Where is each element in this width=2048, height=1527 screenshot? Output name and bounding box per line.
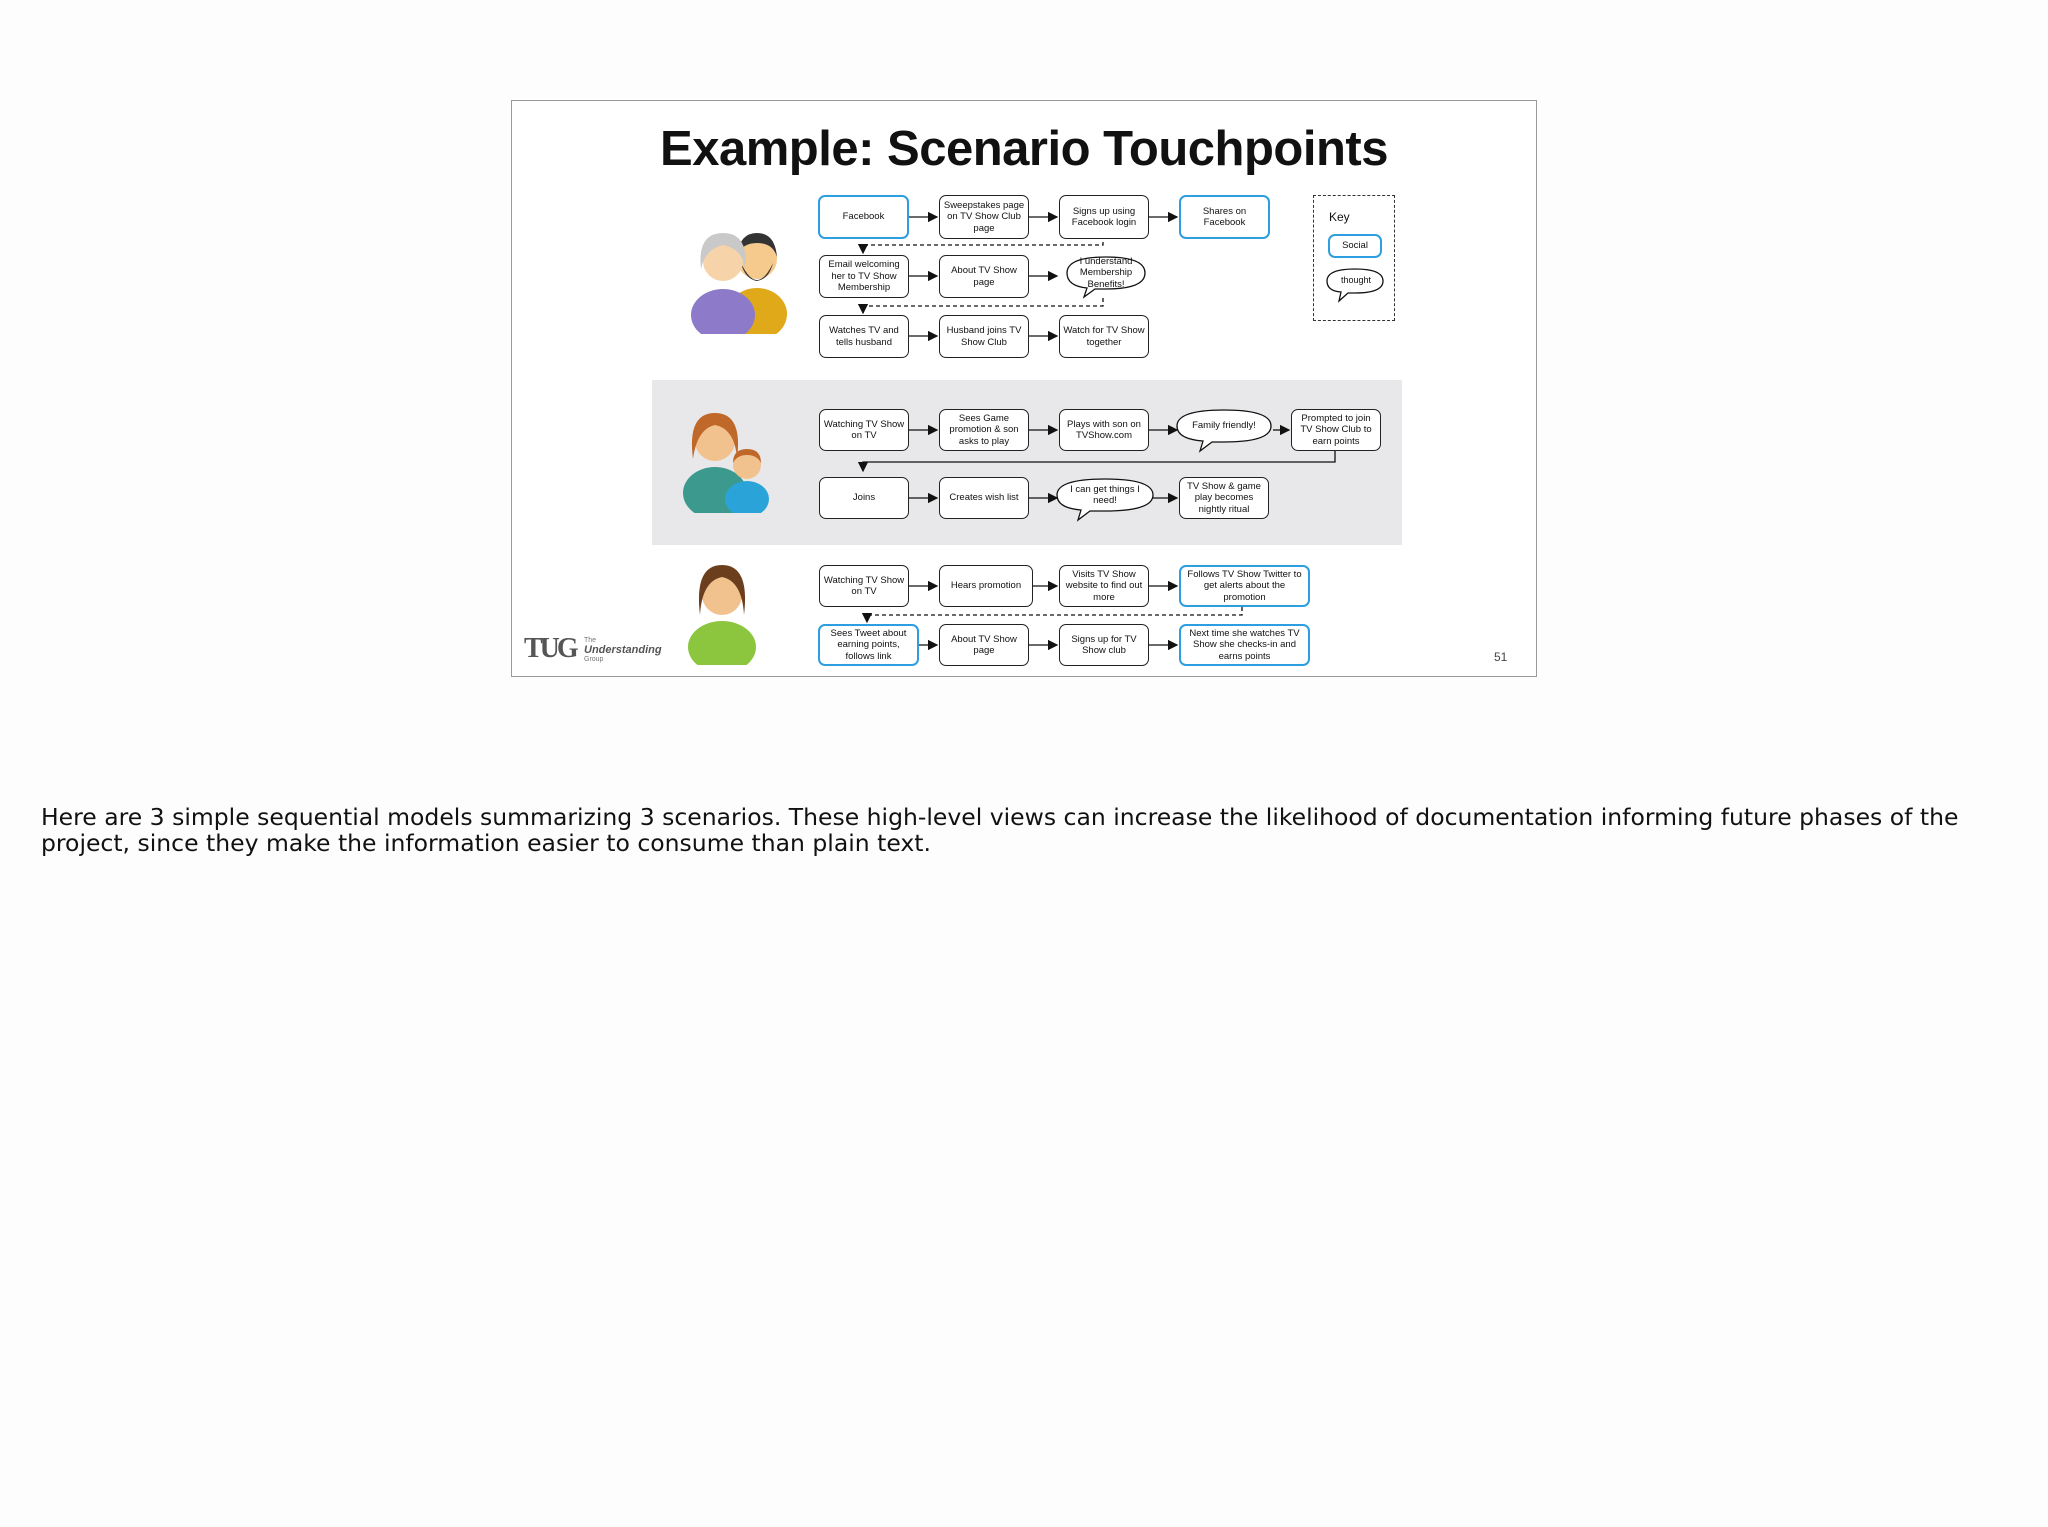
touchpoint-box: Sweepstakes page on TV Show Club page (939, 195, 1029, 239)
logo-the: The (584, 637, 597, 644)
page-number: 51 (1494, 650, 1508, 664)
touchpoint-box: About TV Show page (939, 624, 1029, 666)
woman-persona-icon (682, 553, 762, 665)
couple-persona-icon (677, 219, 802, 334)
touchpoint-box: Husband joins TV Show Club (939, 315, 1029, 358)
touchpoint-box: Watching TV Show on TV (819, 409, 909, 451)
key-title: Key (1329, 210, 1350, 224)
legend-key (1313, 195, 1395, 321)
key-social-box: Social (1328, 234, 1382, 258)
touchpoint-box: Watch for TV Show together (1059, 315, 1149, 358)
logo-name: Understanding (584, 644, 662, 656)
touchpoint-box: TV Show & game play becomes nightly ritual (1179, 477, 1269, 519)
company-logo (524, 634, 664, 664)
touchpoint-box: Shares on Facebook (1179, 195, 1270, 239)
touchpoint-box: Creates wish list (939, 477, 1029, 519)
touchpoint-box: Plays with son on TVShow.com (1059, 409, 1149, 451)
touchpoint-box: Joins (819, 477, 909, 519)
touchpoint-box: Follows TV Show Twitter to get alerts about the promotion (1179, 565, 1310, 607)
key-thought-bubble: thought (1340, 275, 1372, 286)
logo-mark: TUG (524, 633, 576, 664)
touchpoint-box: Sees Game promotion & son asks to play (939, 409, 1029, 451)
touchpoint-box: Facebook (818, 195, 909, 239)
touchpoint-box: Signs up using Facebook login (1059, 195, 1149, 239)
slide-notes-caption: Here are 3 simple sequential models summarizing 3 scenarios. These high-level views can increase the likelihood of documentation informing future phases of the project, since they make the information easier to consume than plain text. (41, 803, 1959, 857)
touchpoint-box: About TV Show page (939, 255, 1029, 298)
thought-bubble: Family friendly! (1192, 420, 1256, 432)
touchpoint-box: Next time she watches TV Show she checks-in and earns points (1179, 624, 1310, 666)
touchpoint-box: Prompted to join TV Show Club to earn points (1291, 409, 1381, 451)
touchpoint-box: Sees Tweet about earning points, follows link (818, 624, 919, 666)
touchpoint-box: Watches TV and tells husband (819, 315, 909, 358)
thought-bubble: I can get things I need! (1070, 483, 1140, 506)
mother-and-son-persona-icon (677, 401, 777, 513)
touchpoint-box: Signs up for TV Show club (1059, 624, 1149, 666)
thought-bubble: I understand Membership Benefits! (1079, 255, 1133, 290)
touchpoint-box: Watching TV Show on TV (819, 565, 909, 607)
touchpoint-box: Email welcoming her to TV Show Membership (819, 255, 909, 298)
slide-title: Example: Scenario Touchpoints (660, 122, 1388, 176)
logo-group: Group (584, 656, 604, 663)
touchpoint-box: Hears promotion (939, 565, 1033, 607)
slide (511, 100, 1537, 677)
touchpoint-box: Visits TV Show website to find out more (1059, 565, 1149, 607)
